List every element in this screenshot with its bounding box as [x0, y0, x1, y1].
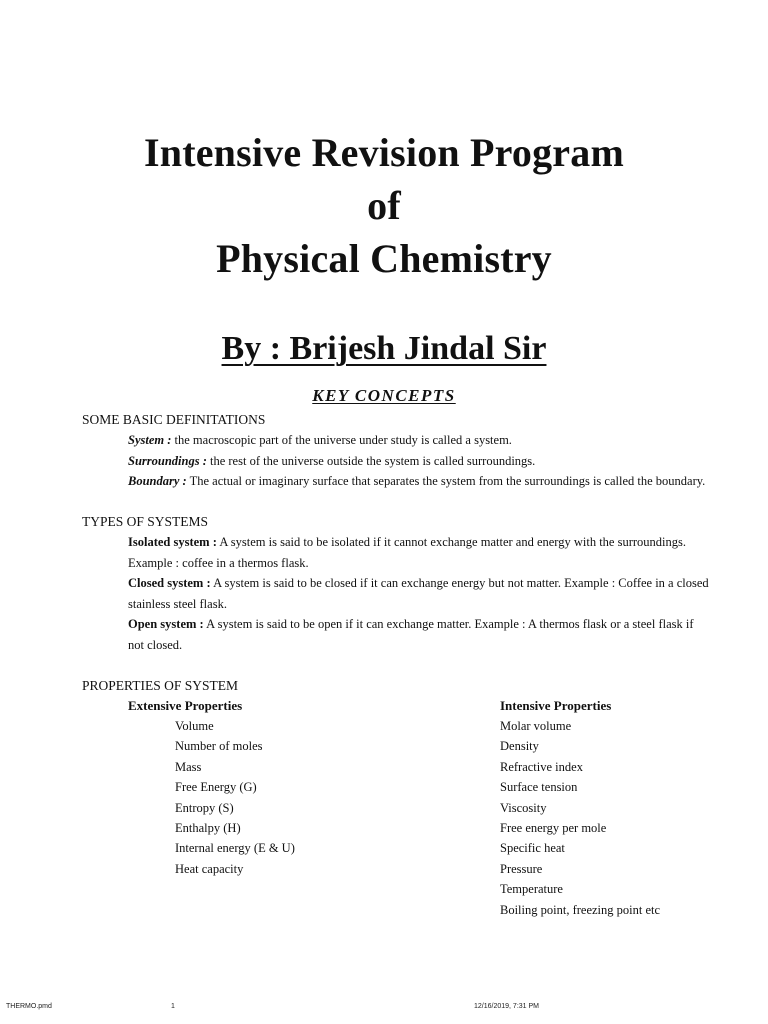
- title-line-2: of: [367, 183, 401, 228]
- definition-text: the macroscopic part of the universe under study is called a system.: [171, 433, 512, 447]
- list-item: Surface tension: [500, 780, 578, 795]
- basic-definitions-heading: SOME BASIC DEFINITATIONS: [82, 412, 266, 427]
- list-item: Number of moles: [175, 739, 263, 754]
- types-of-systems-heading: TYPES OF SYSTEMS: [82, 514, 209, 529]
- list-item: Density: [500, 739, 539, 754]
- author-line: [0, 327, 768, 371]
- definition-term: Surroundings :: [128, 454, 207, 468]
- footer-page-number: 1: [171, 1003, 175, 1010]
- list-item: Viscosity: [500, 800, 547, 815]
- system-type-term: Closed system :: [128, 576, 211, 590]
- author-text: By : Brijesh Jindal Sir: [221, 330, 547, 367]
- title-line-3: Physical Chemistry: [216, 236, 552, 281]
- list-item: Specific heat: [500, 841, 565, 856]
- list-item: Pressure: [500, 861, 543, 876]
- footer-filename: THERMO.pmd: [6, 1003, 52, 1010]
- definition-surroundings: [128, 451, 712, 472]
- system-type-text: A system is said to be closed if it can exchange energy but not matter. Example : Coffee in a closed stainless steel flask.: [128, 576, 709, 611]
- system-type-closed: [128, 573, 712, 614]
- list-item: Enthalpy (H): [175, 821, 241, 836]
- list-item: Boiling point, freezing point etc: [500, 902, 661, 917]
- title-line-1: Intensive Revision Program: [144, 130, 624, 175]
- definition-boundary: [128, 471, 712, 492]
- definition-term: System :: [128, 433, 172, 447]
- list-item: Free Energy (G): [175, 780, 257, 795]
- intensive-properties-title: Intensive Properties: [500, 698, 612, 713]
- system-type-text: A system is said to be isolated if it cannot exchange matter and energy with the surroundings. Example : coffee in a thermos flask.: [128, 535, 687, 570]
- extensive-properties-list: [175, 716, 295, 879]
- list-item: Refractive index: [500, 759, 583, 774]
- extensive-properties-title: Extensive Properties: [128, 698, 243, 713]
- system-type-term: Open system :: [128, 617, 204, 631]
- definition-term: Boundary :: [128, 474, 187, 488]
- properties-heading: PROPERTIES OF SYSTEM: [82, 678, 238, 693]
- definition-text: the rest of the universe outside the system is called surroundings.: [206, 454, 536, 468]
- list-item: Volume: [175, 719, 214, 733]
- list-item: Free energy per mole: [500, 821, 607, 836]
- system-type-isolated: [128, 532, 712, 573]
- list-item: Internal energy (E & U): [175, 841, 295, 856]
- list-item: Temperature: [500, 882, 563, 897]
- intensive-properties-list: [500, 716, 660, 920]
- list-item: Entropy (S): [175, 800, 234, 815]
- definition-text: The actual or imaginary surface that separates the system from the surroundings is called the boundary.: [186, 474, 706, 488]
- key-concepts-heading: KEY CONCEPTS: [312, 386, 456, 405]
- definition-system: [128, 430, 712, 451]
- footer-timestamp: 12/16/2019, 7:31 PM: [474, 1003, 539, 1010]
- system-type-open: [128, 614, 712, 655]
- system-type-text: A system is said to be open if it can exchange matter. Example : A thermos flask or a steel flask if not closed.: [128, 617, 694, 652]
- list-item: Molar volume: [500, 719, 572, 733]
- list-item: Mass: [175, 759, 202, 774]
- list-item: Heat capacity: [175, 861, 244, 876]
- system-type-term: Isolated system :: [128, 535, 217, 549]
